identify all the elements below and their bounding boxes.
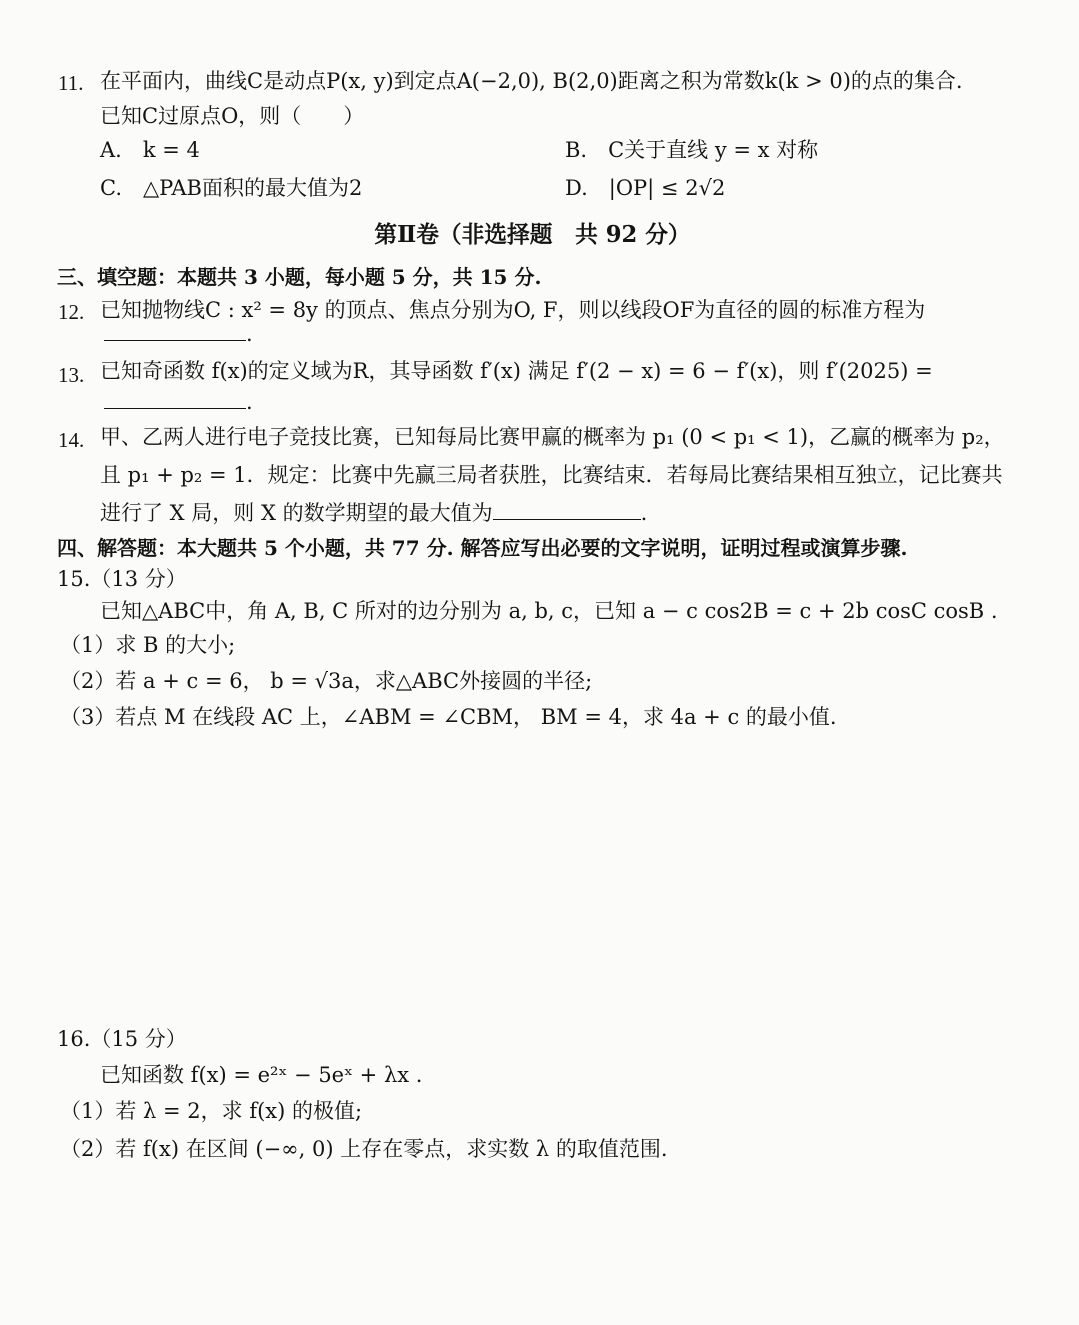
q14-line-1: 甲、乙两人进行电子竞技比赛，已知每局比赛甲赢的概率为 p₁ (0 < p₁ < 1)，乙赢的概率为 p₂， <box>100 425 1005 449</box>
q14-number: 14. <box>58 428 85 452</box>
q11-stem-line-2: 已知C过原点O，则（ ） <box>100 104 365 128</box>
q16-part-1: （1）若 λ = 2，求 f(x) 的极值; <box>60 1099 363 1123</box>
q15-stem: 已知△ABC中，角 A, B, C 所对的边分别为 a, b, c，已知 a − c cos2B = c + 2b cosC cosB . <box>100 599 998 623</box>
answer-blank <box>493 499 641 520</box>
section3-heading: 三、填空题：本题共 3 小题，每小题 5 分，共 15 分. <box>57 265 542 289</box>
q12-end: . <box>246 322 253 346</box>
answer-blank <box>104 388 246 409</box>
answer-blank <box>104 320 246 341</box>
q13-end: . <box>246 390 253 414</box>
q16-part-2: （2）若 f(x) 在区间 (−∞, 0) 上存在零点，求实数 λ 的取值范围. <box>60 1137 668 1161</box>
q12-number: 12. <box>58 300 85 324</box>
q13-number: 13. <box>58 363 85 387</box>
q16-header: 16.（15 分） <box>57 1027 187 1051</box>
q12-stem: 已知抛物线C : x² = 8y 的顶点、焦点分别为O, F，则以线段OF为直径的圆的标准方程为 <box>100 298 926 322</box>
q15-header: 15.（13 分） <box>57 567 187 591</box>
q11-option-b: B. C关于直线 y = x 对称 <box>565 138 819 162</box>
q12-answer-line <box>104 320 253 347</box>
part2-title: 第Ⅱ卷（非选择题 共 92 分） <box>374 221 691 248</box>
q15-part-1: （1）求 B 的大小; <box>60 633 236 657</box>
section4-heading: 四、解答题：本大题共 5 个小题，共 77 分. 解答应写出必要的文字说明，证明过程或演算步骤. <box>57 536 908 560</box>
q14-line-3-text: 进行了 X 局，则 X 的数学期望的最大值为 <box>100 501 493 525</box>
q11-option-a: A. k = 4 <box>100 138 200 162</box>
q16-stem: 已知函数 f(x) = e²ˣ − 5eˣ + λx . <box>100 1063 423 1087</box>
q14-end: . <box>640 501 648 525</box>
q14-line-2: 且 p₁ + p₂ = 1．规定：比赛中先赢三局者获胜，比赛结束．若每局比赛结果相互独立，记比赛共 <box>100 463 1003 487</box>
q11-option-d: D. |OP| ≤ 2√2 <box>565 176 726 200</box>
q11-option-c: C. △PAB面积的最大值为2 <box>100 176 363 200</box>
q11-number: 11. <box>58 71 84 95</box>
q13-answer-line <box>104 388 253 415</box>
q11-stem-line-1: 在平面内，曲线C是动点P(x, y)到定点A(−2,0), B(2,0)距离之积为常数k(k > 0)的点的集合. <box>100 69 963 93</box>
q13-stem: 已知奇函数 f(x)的定义域为R，其导函数 f′(x) 满足 f′(2 − x) = 6 − f′(x)，则 f′(2025) = <box>100 359 933 383</box>
q15-part-3: （3）若点 M 在线段 AC 上，∠ABM = ∠CBM， BM = 4，求 4a + c 的最小值. <box>60 705 837 729</box>
q15-part-2: （2）若 a + c = 6， b = √3a，求△ABC外接圆的半径; <box>60 669 593 693</box>
q14-line-3 <box>100 499 647 526</box>
